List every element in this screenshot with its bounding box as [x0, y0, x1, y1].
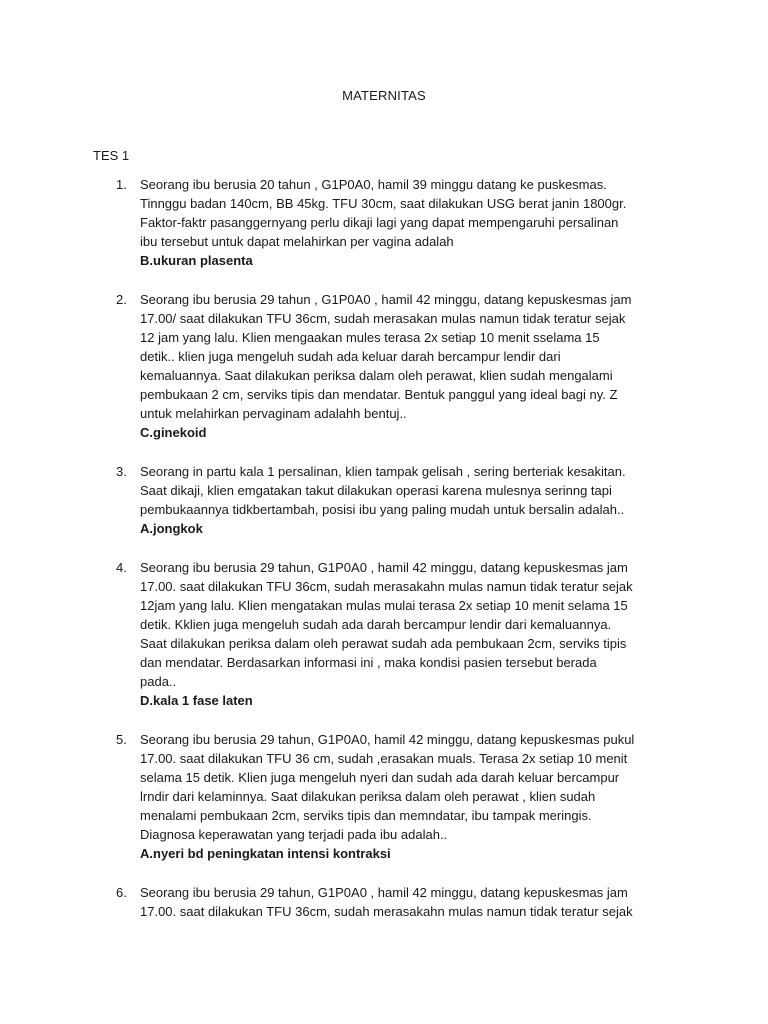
question-number: 6.: [116, 885, 127, 900]
question-text: Seorang ibu berusia 29 tahun , G1P0A0 , hamil 42 minggu, datang kepuskesmas jam 17.00/ saat dilakukan TFU 36cm, sudah merasakan mulas namun tidak teratur sejak 12 jam yang lalu. Klien mengaakan mules terasa 2x setiap 10 menit sselama 15 detik.. klien juga mengeluh sudah ada keluar darah bercampur lendir dari kemaluannya. Saat dilakukan periksa dalam oleh perawat, klien sudah mengalami pembukaan 2 cm, serviks tipis dan mendatar. Bentuk panggul yang ideal bagi ny. Z untuk melahirkan pervaginam adalahh bentuj..: [140, 292, 632, 421]
question-answer: A.nyeri bd peningkatan intensi kontraksi: [140, 846, 391, 861]
question-number: 4.: [116, 560, 127, 575]
question-answer: D.kala 1 fase laten: [140, 693, 253, 708]
question-list: [0, 175, 768, 941]
question-text: Seorang in partu kala 1 persalinan, klien tampak gelisah , sering berteriak kesakitan. Saat dikaji, klien emgatakan takut dilakukan operasi karena mulesnya serinng tapi pembukaannya tidkbertambah, posisi ibu yang paling mudah untuk bersalin adalah..: [140, 464, 626, 517]
question-item-3: [0, 462, 768, 538]
question-item-2: [0, 290, 768, 442]
question-answer: A.jongkok: [140, 521, 203, 536]
question-item-5: [0, 730, 768, 863]
question-number: 5.: [116, 732, 127, 747]
question-number: 1.: [116, 177, 127, 192]
section-label: TES 1: [93, 148, 130, 163]
question-item-4: [0, 558, 768, 710]
question-text: Seorang ibu berusia 29 tahun, G1P0A0 , hamil 42 minggu, datang kepuskesmas jam 17.00. saat dilakukan TFU 36cm, sudah merasakahn mulas namun tidak teratur sejak 12jam yang lalu. Klien mengatakan mulas mulai terasa 2x setiap 10 menit selama 15 detik. Kklien juga mengeluh sudah ada darah bercampur lendir dari kemaluannya. Saat dilakukan periksa dalam oleh perawat sudah ada pembukaan 2cm, serviks tipis dan mendatar. Berdasarkan informasi ini , maka kondisi pasien tersebut berada pada..: [140, 560, 633, 689]
question-item-6: [0, 883, 768, 921]
question-number: 2.: [116, 292, 127, 307]
question-item-1: [0, 175, 768, 270]
question-text: Seorang ibu berusia 29 tahun, G1P0A0, hamil 42 minggu, datang kepuskesmas pukul 17.00. saat dilakukan TFU 36 cm, sudah ,erasakan muals. Terasa 2x setiap 10 menit selama 15 detik. Klien juga mengeluh nyeri dan sudah ada darah keluar bercampur lrndir dari kelaminnya. Saat dilakukan periksa dalam oleh perawat , klien sudah menalami pembukaan 2cm, serviks tipis dan memndatar, ibu tampak meringis. Diagnosa keperawatan yang terjadi pada ibu adalah..: [140, 732, 635, 842]
question-text: Seorang ibu berusia 29 tahun, G1P0A0 , hamil 42 minggu, datang kepuskesmas jam 17.00. saat dilakukan TFU 36cm, sudah merasakahn mulas namun tidak teratur sejak: [140, 885, 633, 919]
document-title: MATERNITAS: [342, 88, 426, 103]
question-number: 3.: [116, 464, 127, 479]
question-answer: B.ukuran plasenta: [140, 253, 253, 268]
question-answer: C.ginekoid: [140, 425, 207, 440]
question-text: Seorang ibu berusia 20 tahun , G1P0A0, hamil 39 minggu datang ke puskesmas. Tinnggu badan 140cm, BB 45kg. TFU 30cm, saat dilakukan USG berat janin 1800gr. Faktor-faktr pasanggernyang perlu dikaji lagi yang dapat mempengaruhi persalinan ibu tersebut untuk dapat melahirkan per vagina adalah: [140, 177, 627, 249]
